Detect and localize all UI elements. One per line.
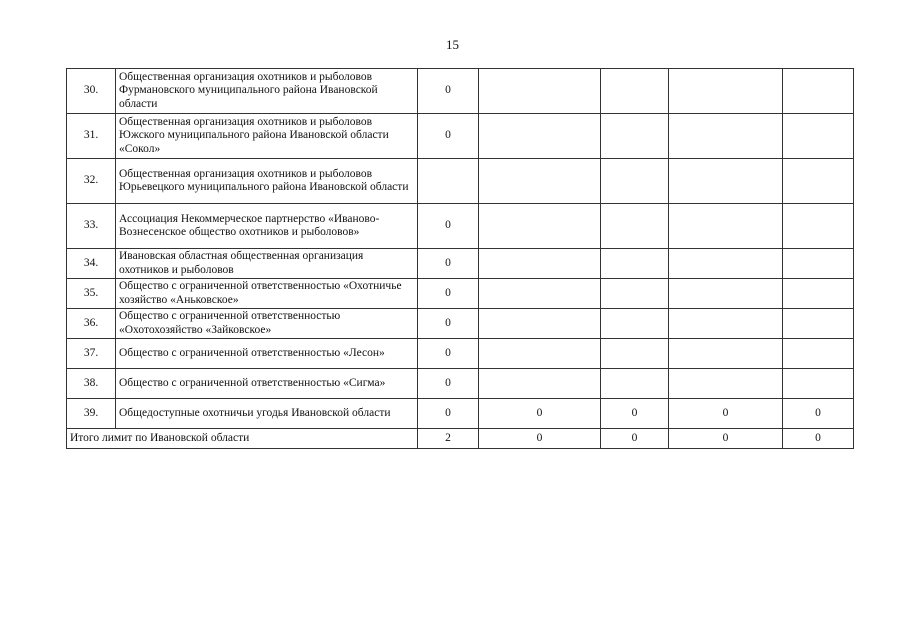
limit-cell: [418, 159, 479, 204]
table-row: [67, 399, 854, 429]
row-number: 32.: [67, 159, 116, 204]
row-number: 37.: [67, 339, 116, 369]
limit-cell: [669, 204, 783, 249]
hunting-limits-table: [66, 68, 854, 449]
row-number: 36.: [67, 309, 116, 339]
limit-cell: 0: [418, 339, 479, 369]
limit-cell: [601, 69, 669, 114]
limit-cell: [669, 249, 783, 279]
limit-cell: 0: [418, 399, 479, 429]
table-row: [67, 114, 854, 159]
limit-cell: [479, 369, 601, 399]
table-row: [67, 69, 854, 114]
limit-cell: [601, 114, 669, 159]
limit-cell: 0: [418, 204, 479, 249]
limit-cell: [669, 114, 783, 159]
limit-cell: [601, 159, 669, 204]
limit-cell: [601, 369, 669, 399]
table-row: [67, 339, 854, 369]
table-body: [67, 69, 854, 449]
table-row: [67, 309, 854, 339]
total-cell: 0: [601, 429, 669, 449]
organization-name: Общество с ограниченной ответственностью «Охотохозяйство «Зайковское»: [116, 309, 418, 339]
page-number: 15: [446, 37, 459, 52]
total-row: [67, 429, 854, 449]
total-cell: 0: [669, 429, 783, 449]
limit-cell: [669, 369, 783, 399]
limit-cell: [479, 309, 601, 339]
limit-cell: [479, 249, 601, 279]
limit-cell: [669, 69, 783, 114]
organization-name: Общество с ограниченной ответственностью «Сигма»: [116, 369, 418, 399]
limit-cell: [783, 339, 854, 369]
limit-cell: [479, 339, 601, 369]
limit-cell: [479, 114, 601, 159]
row-number: 35.: [67, 279, 116, 309]
limit-cell: 0: [418, 369, 479, 399]
limit-cell: [669, 309, 783, 339]
organization-name: Общественная организация охотников и рыболовов Юрьевецкого муниципального района Ивановской области: [116, 159, 418, 204]
organization-name: Ассоциация Некоммерческое партнерство «Иваново-Вознесенское общество охотников и рыболовов»: [116, 204, 418, 249]
limit-cell: [669, 159, 783, 204]
limit-cell: [783, 279, 854, 309]
limit-cell: 0: [783, 399, 854, 429]
table-row: [67, 204, 854, 249]
limit-cell: [601, 249, 669, 279]
row-number: 38.: [67, 369, 116, 399]
table-row: [67, 159, 854, 204]
organization-name: Ивановская областная общественная организация охотников и рыболовов: [116, 249, 418, 279]
total-label: Итого лимит по Ивановской области: [67, 429, 418, 449]
organization-name: Общедоступные охотничьи угодья Ивановской области: [116, 399, 418, 429]
limit-cell: [479, 69, 601, 114]
limit-cell: [783, 249, 854, 279]
organization-name: Общество с ограниченной ответственностью «Охотничье хозяйство «Аньковское»: [116, 279, 418, 309]
row-number: 34.: [67, 249, 116, 279]
organization-name: Общество с ограниченной ответственностью «Лесон»: [116, 339, 418, 369]
limit-cell: [669, 279, 783, 309]
limit-cell: [669, 339, 783, 369]
limit-cell: [783, 204, 854, 249]
limit-cell: [783, 69, 854, 114]
limit-cell: [479, 204, 601, 249]
limit-cell: [783, 159, 854, 204]
total-cell: 0: [783, 429, 854, 449]
limit-cell: 0: [418, 249, 479, 279]
organization-name: Общественная организация охотников и рыболовов Южского муниципального района Ивановской области «Сокол»: [116, 114, 418, 159]
limit-cell: [783, 309, 854, 339]
limit-cell: [601, 279, 669, 309]
limit-cell: [601, 309, 669, 339]
row-number: 39.: [67, 399, 116, 429]
limit-cell: 0: [669, 399, 783, 429]
row-number: 33.: [67, 204, 116, 249]
row-number: 31.: [67, 114, 116, 159]
table-row: [67, 249, 854, 279]
organization-name: Общественная организация охотников и рыболовов Фурмановского муниципального района Ивановской области: [116, 69, 418, 114]
limit-cell: [601, 339, 669, 369]
limit-cell: 0: [479, 399, 601, 429]
limit-cell: 0: [418, 114, 479, 159]
total-cell: 2: [418, 429, 479, 449]
total-cell: 0: [479, 429, 601, 449]
limit-cell: 0: [418, 309, 479, 339]
row-number: 30.: [67, 69, 116, 114]
limit-cell: [479, 159, 601, 204]
limit-cell: 0: [418, 69, 479, 114]
limit-cell: 0: [601, 399, 669, 429]
limit-cell: [479, 279, 601, 309]
limit-cell: 0: [418, 279, 479, 309]
table-row: [67, 279, 854, 309]
limit-cell: [601, 204, 669, 249]
limit-cell: [783, 114, 854, 159]
limit-cell: [783, 369, 854, 399]
table-row: [67, 369, 854, 399]
